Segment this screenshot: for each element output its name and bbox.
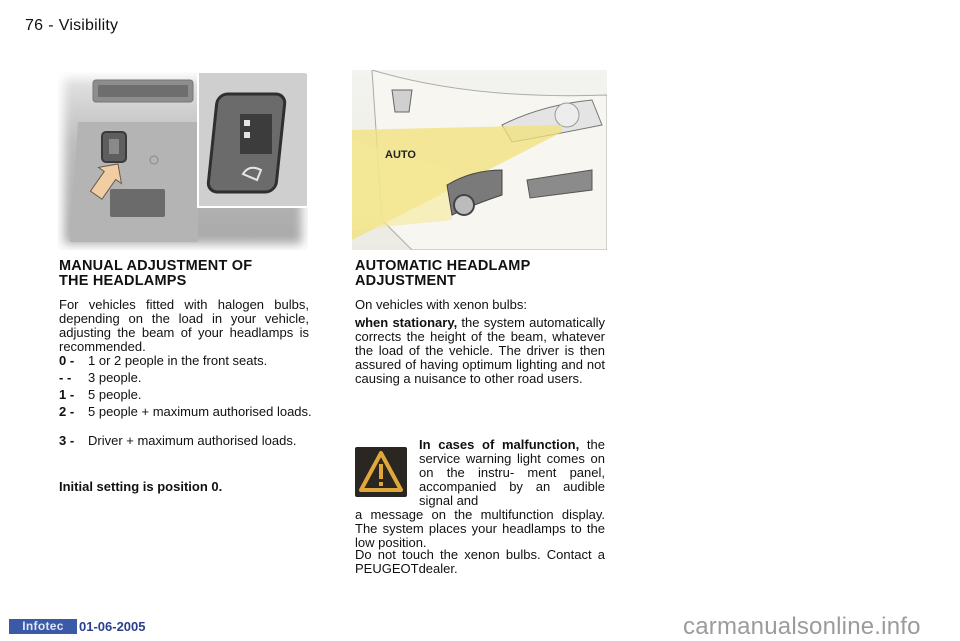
car-beam-drawing [352, 70, 607, 250]
watermark-link[interactable]: carmanualsonline.info [683, 613, 921, 640]
stationary-paragraph: when stationary, the system automatically corrects the height of the beam, whatever the load of the vehicle. The driver is then assured of having optimum lighting and not causing a nuisance to other road users. [355, 315, 605, 386]
footer-date: 01-06-2005 [79, 619, 146, 634]
dashboard-illustration [58, 72, 308, 250]
dashboard-switch-drawing [58, 72, 308, 250]
auto-beam-label: AUTO [385, 149, 416, 161]
warning-triangle-icon [355, 447, 407, 497]
section-title: Visibility [58, 17, 119, 34]
infotec-badge: Infotec [9, 619, 77, 634]
manual-adjustment-title: MANUAL ADJUSTMENT OF THE HEADLAMPS [59, 258, 253, 289]
malfunction-continuation: a message on the multifunction display. The system places your headlamps to the low position. [355, 507, 605, 550]
xenon-bulb-warning: Do not touch the xenon bulbs. Contact a PEUGEOTdealer. [355, 547, 605, 576]
page-number: 76 [25, 17, 44, 34]
header-separator: - [48, 17, 54, 34]
automatic-intro: On vehicles with xenon bulbs: [355, 297, 527, 312]
malfunction-paragraph: In cases of malfunction, the service warning light comes on on the instru- ment panel, accompanied by an audible signal and [419, 437, 605, 508]
car-front-illustration [352, 70, 607, 250]
initial-setting-note: Initial setting is position 0. [59, 479, 223, 494]
page-header [25, 17, 118, 35]
manual-intro: For vehicles fitted with halogen bulbs, depending on the load in your vehicle, adjusting the beam of your headlamps is recommended. [59, 297, 309, 354]
automatic-adjustment-title: AUTOMATIC HEADLAMP ADJUSTMENT [355, 258, 531, 289]
